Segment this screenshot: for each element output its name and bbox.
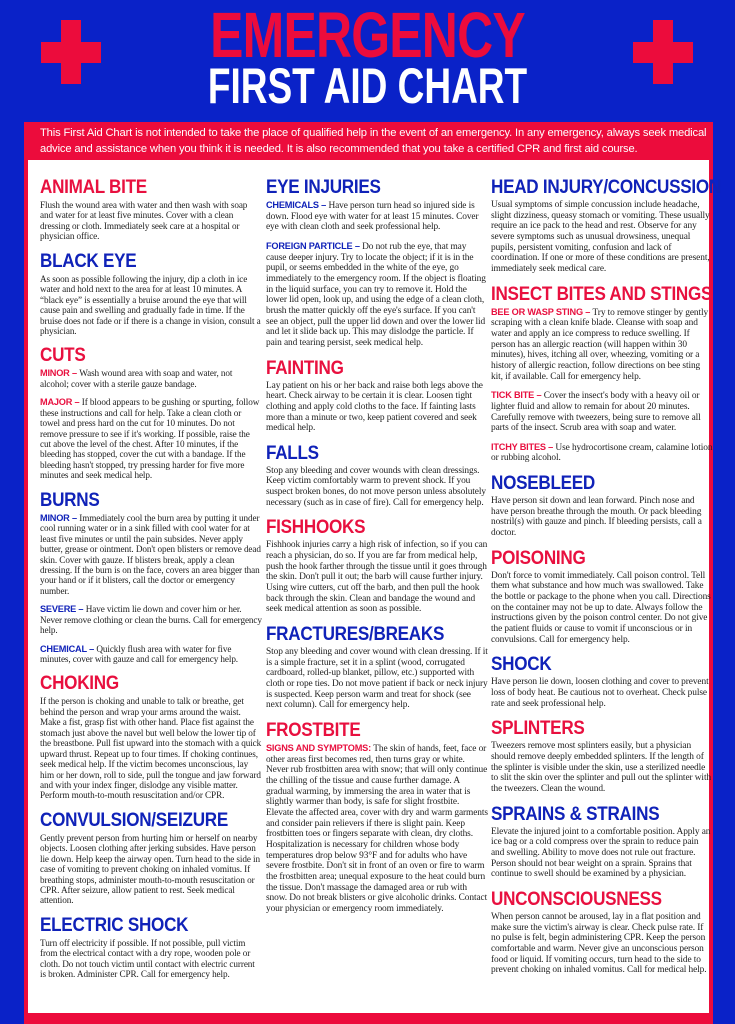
section-heading: BURNS — [40, 489, 100, 511]
section-paragraph — [491, 390, 713, 434]
paragraph-text: Try to remove stinger by gently scraping with a clean knife blade. Cleanse with soap and water and apply an ice compress to reduce swelling. If person has an allergic reaction (will happen within 30 minutes), hives, itching all over, wheezing, vomiting or a history of allergic reaction, follow directions on bee sting kit, if available. Call for emergency help. — [491, 307, 709, 382]
section-fishhooks — [266, 518, 488, 615]
section-heading: INSECT BITES AND STINGS — [491, 283, 713, 305]
column-3 — [491, 177, 722, 986]
paragraph-text: Elevate the injured joint to a comfortable position. Apply an ice bag or a cold compress over the sprain to reduce pain and swelling. Ability to move does not rule out fracture. Person should not bear weight on a sprain. Sprains that continue to swell should be examined by a physician. — [491, 826, 711, 880]
section-animal-bite — [40, 178, 262, 242]
section-paragraph — [491, 912, 713, 976]
section-heading: EYE INJURIES — [266, 177, 381, 198]
section-heading: FAINTING — [266, 357, 344, 379]
section-heading: FRACTURES/BREAKS — [266, 624, 445, 646]
section-frostbite — [266, 721, 488, 915]
section-paragraph — [40, 833, 262, 906]
section-paragraph — [40, 368, 262, 389]
section-poisoning — [491, 549, 713, 646]
section-fractures-breaks — [266, 625, 488, 711]
section-head-injury-concussion — [491, 177, 722, 275]
section-paragraph — [491, 741, 713, 794]
section-heading: FISHHOOKS — [266, 517, 366, 539]
section-burns — [40, 491, 262, 665]
section-heading: UNCONSCIOUSNESS — [491, 888, 662, 910]
disclaimer-text: This First Aid Chart is not intended to take the place of qualified help in the event of an emergency. In any emergency, always seek medical advice and assistance when you think it is needed. It is also recommended that you take a certified CPR and first aid course. — [40, 127, 707, 155]
section-paragraph — [491, 571, 713, 646]
section-heading: BLACK EYE — [40, 250, 137, 272]
section-paragraph — [266, 540, 488, 615]
paragraph-label: TICK BITE – — [491, 390, 544, 401]
section-black-eye — [40, 252, 262, 337]
section-heading: ANIMAL BITE — [40, 177, 147, 198]
paragraph-label: CHEMICAL – — [40, 643, 97, 654]
section-paragraph — [40, 938, 262, 980]
paragraph-text: Lay patient on his or her back and raise both legs above the heart. Check airway to be certain it is clear. Loosen tight clothing and apply cold cloths to the face. If fainting lasts more than a minute or two, keep patient covered and seek medical help. — [266, 380, 483, 434]
section-paragraph — [266, 381, 488, 434]
section-paragraph — [266, 466, 488, 509]
paragraph-text: If blood appears to be gushing or spurting, follow these instructions and call for help. Take a clean cloth or towel and press hard on the cut for 10 minutes. Do not remove pressure to see if it's working. If possible, raise the cut above the level of the chest. After 10 minutes, if the bleeding has stopped, cover the cut with a bandage. If the bleeding hasn't stopped, try pressing harder for five more minutes and seek medical help. — [40, 397, 260, 481]
section-fainting — [266, 359, 488, 434]
paragraph-text: Use hydrocortisone cream, calamine lotion or rubbing alcohol. — [491, 442, 713, 464]
section-paragraph — [266, 200, 488, 233]
paragraph-text: The skin of hands, feet, face or other areas first becomes red, then turns gray or white. Never rub frostbitten area with snow; that will only continue the chilling of the tissue and cause further damage. A gradual warming, by immersing the area in water that is slightly warmer than body, is safe for slight frostbite. Elevate the affected area, cover with dry and warm garments and consider pain relievers if there is slight pain. Keep frostbitten toes or fingers separate with clean, dry cloths. Hospitalization is necessary for children whose body temperatures drop below 93°F and for adults who have severe frostbite. Don't sit in front of an oven or fire to warm the frostbitten area; unequal exposure to the heat could burn the tissue. Don't massage the damaged area or rub with snow. Do not break blisters or give alcoholic drinks. Contact your physician or emergency room immediately. — [266, 743, 488, 914]
paragraph-text: Turn off electricity if possible. If not possible, pull victim from the electrical contact with a dry rope, wooden pole or cloth. Do not touch victim until contact with electric current is broken. Administer CPR. Call for emergency help. — [40, 937, 255, 980]
section-cuts — [40, 346, 262, 480]
section-insect-bites-and-stings — [491, 285, 713, 465]
section-heading: FROSTBITE — [266, 719, 361, 741]
section-heading: SHOCK — [491, 654, 552, 676]
paragraph-label: MINOR – — [40, 368, 80, 379]
paragraph-text: Cover the insect's body with a heavy oil or lighter fluid and allow to remain for about 20 minutes. Carefully remove with tweezers, being sure to remove all parts of the insect. Scrub area with soap and water. — [491, 391, 701, 434]
title-first-aid-chart: FIRST AID CHART — [207, 58, 528, 114]
paragraph-label: BEE OR WASP STING – — [491, 306, 593, 317]
paragraph-text: Fishhook injuries carry a high risk of infection, so if you can reach a physician, do so. If you are far from medical help, push the hook farther through the tissue until it goes through the skin. Don't pull it out; the barb will cause further injury. Using wire cutters, cut off the barb, and then pull the hook back through the skin. Clean and bandage the wound and seek medical attention as soon as possible. — [266, 540, 488, 615]
section-falls — [266, 444, 488, 509]
section-convulsion-seizure — [40, 811, 262, 906]
section-paragraph — [491, 200, 713, 275]
section-heading: SPLINTERS — [491, 718, 585, 740]
paragraph-text: Flush the wound area with water and then wash with soap and water for at least five minutes. Cover with a clean dressing or cloth. Immediately seek care at a hospital or physician office. — [40, 200, 248, 242]
paragraph-text: Have person turn head so injured side is down. Flood eye with water for at least 15 minutes. Cover eye with clean cloth and seek professional help. — [266, 201, 479, 233]
paragraph-text: Stop any bleeding and cover wounds with clean dressings. Keep victim comfortably warm to prevent shock. If you suspect broken bones, do not move person unless absolutely necessary (such as in case of fire). Call for emergency help. — [266, 465, 486, 508]
paragraph-text: Don't force to vomit immediately. Call poison control. Tell them what substance and how much was swallowed. Take the bottle or package to the phone when you call. Directions on the container may not be up to date. Always follow the instructions given by the poison control center. Do not give the patient fluids or cause to vomit if unconscious or in convulsions. Call for emergency help. — [491, 570, 711, 645]
paragraph-text: When person cannot be aroused, lay in a flat position and make sure the victim's airway is clear. Check pulse rate. If no pulse is felt, begin administering CPR. Keep the person comfortable and warm. Never give an unconscious person food or liquid. If vomiting occurs, turn head to the side to prevent choking on inhaled vomitus. Call for medical help. — [491, 911, 707, 976]
section-choking — [40, 674, 262, 800]
paragraph-text: Have person sit down and lean forward. Pinch nose and have person breathe through the mouth. Or pack bleeding nostril(s) with gauze and pinch. If bleeding persists, call a doctor. — [491, 496, 702, 539]
paragraph-label: SIGNS AND SYMPTOMS: — [266, 742, 374, 753]
paragraph-text: Tweezers remove most splinters easily, but a physician should remove deeply embedded splinters. If the length of the splinter is visible under the skin, use a sterilized needle to slit the skin over the splinter and pull out the splinter with the tweezers. Clean the wound. — [491, 741, 712, 794]
paragraph-label: CHEMICALS – — [266, 200, 329, 210]
paragraph-text: Have person lie down, loosen clothing and cover to prevent loss of body heat. Be cautious not to overheat. Check pulse rate and seek professional help. — [491, 677, 709, 709]
section-heading: HEAD INJURY/CONCUSSION — [491, 177, 722, 198]
section-shock — [491, 655, 713, 709]
paragraph-text: Wash wound area with soap and water, not alcohol; cover with a sterile gauze bandage. — [40, 368, 233, 389]
section-heading: SPRAINS & STRAINS — [491, 803, 660, 825]
section-paragraph — [491, 442, 713, 464]
section-paragraph — [40, 513, 262, 597]
section-sprains-strains — [491, 805, 713, 880]
column-1 — [40, 178, 262, 990]
title-emergency: EMERGENCY — [210, 0, 525, 71]
paragraph-text: Immediately cool the burn area by putting it under cool running water or in a sink filled with cool water for at least five minutes or until the pain subsides. Never apply butter, grease or ointment. Don't open blisters or remove dead skin. Cover with gauze. If blisters break, apply a clean dressing. If the burn is on the face, covers an area bigger than your hand or if it blisters, call the doctor or emergency number. — [40, 512, 261, 596]
section-heading: CONVULSION/SEIZURE — [40, 809, 229, 831]
paragraph-label: MINOR – — [40, 512, 80, 523]
section-paragraph — [491, 677, 713, 709]
section-paragraph — [40, 644, 262, 665]
section-paragraph — [491, 496, 713, 539]
paragraph-text: Have victim lie down and cover him or her. Never remove clothing or clean the burns. Call for emergency help. — [40, 604, 262, 636]
section-eye-injuries — [266, 178, 488, 349]
paragraph-text: Usual symptoms of simple concussion include headache, slight dizziness, queasy stomach or vomiting. These usually require an ice pack to the head and rest. Observe for any severe symptoms such as unusual drowsiness, unequal pupils, persistent vomiting, confusion and lack of coordination. If one or more of these conditions are present, immediately seek medical care. — [491, 200, 710, 274]
section-heading: POISONING — [491, 547, 586, 569]
section-paragraph — [40, 604, 262, 635]
section-heading: FALLS — [266, 442, 319, 464]
paragraph-label: MAJOR – — [40, 397, 82, 408]
section-splinters — [491, 719, 713, 794]
section-heading: CHOKING — [40, 673, 119, 695]
paragraph-label: ITCHY BITES – — [491, 441, 556, 452]
section-unconsciousness — [491, 890, 713, 976]
paragraph-text: As soon as possible following the injury, dip a cloth in ice water and hold next to the area for at least 10 minutes. A “black eye” is essentially a bruise around the eye that will cause pain and swelling and gradually fade in time. If the bruise does not fade or if there is a change in vision, consult a physician. — [40, 273, 261, 336]
paragraph-text: Stop any bleeding and cover wound with clean dressing. If it is a simple fracture, set it in a splint (wood, corrugated cardboard, rolled-up blanket, pillow, etc.) supported with cloth or rope ties. Do not move patient if back or neck injury is suspected. Keep person warm and treat for shock (see next column). Call for emergency help. — [266, 647, 488, 711]
paragraph-label: SEVERE – — [40, 604, 86, 615]
section-paragraph — [40, 397, 262, 481]
paragraph-text: Quickly flush area with water for five minutes, cover with gauze and call for emergency help. — [40, 643, 239, 664]
section-paragraph — [40, 274, 262, 337]
section-paragraph — [491, 827, 713, 880]
column-2 — [266, 178, 488, 924]
paragraph-label: FOREIGN PARTICLE – — [266, 240, 363, 251]
section-heading: NOSEBLEED — [491, 473, 595, 495]
section-paragraph — [266, 647, 488, 711]
section-paragraph — [40, 696, 262, 800]
section-electric-shock — [40, 916, 262, 980]
section-paragraph — [266, 743, 488, 915]
paragraph-text: If the person is choking and unable to talk or breathe, get behind the person and wrap your arms around the waist. Make a fist, grasp fist with other hand. Place fist against the stomach just above the navel but well below the lower tip of the breastbone. Pull fist upward into the stomach with a quick upward thrust. Repeat up to four times. If choking continues, seek medical help. If the victim becomes unconscious, lay him or her down, roll to side, pull the tongue and jaw forward and with your index finger, dislodge any visible matter. Perform mouth-to-mouth resuscitation and/or CPR. — [40, 696, 262, 801]
section-paragraph — [40, 200, 262, 242]
section-nosebleed — [491, 474, 713, 539]
paragraph-text: Gently prevent person from hurting him or herself on nearby objects. Loosen clothing after jerking subsides. Have person lie down. Help keep the airway open. Turn head to the side in case of vomiting to prevent choking on inhaled vomitus. If breathing stops, administer mouth-to-mouth resuscitation or CPR. After seizure, allow patient to rest. Seek medical attention. — [40, 832, 260, 906]
section-heading: CUTS — [40, 345, 86, 367]
section-heading: ELECTRIC SHOCK — [40, 914, 189, 936]
section-paragraph — [266, 241, 488, 349]
section-paragraph — [491, 307, 713, 383]
paragraph-text: Do not rub the eye, that may cause deeper injury. Try to locate the object; if it is in the pupil, or seems embedded in the white of the eye, go immediately to the emergency room. If the object is floating in the liquid surface, you can try to remove it. Hold the lower lid open, look up, and using the edge of a clean cloth, brush the matter quickly off the eye's surface. If you can't see an object, pull the upper lid down and over the lower lid and let it slide back up. This may dislodge the particle. If pain and tearing persist, seek medical help. — [266, 241, 486, 348]
